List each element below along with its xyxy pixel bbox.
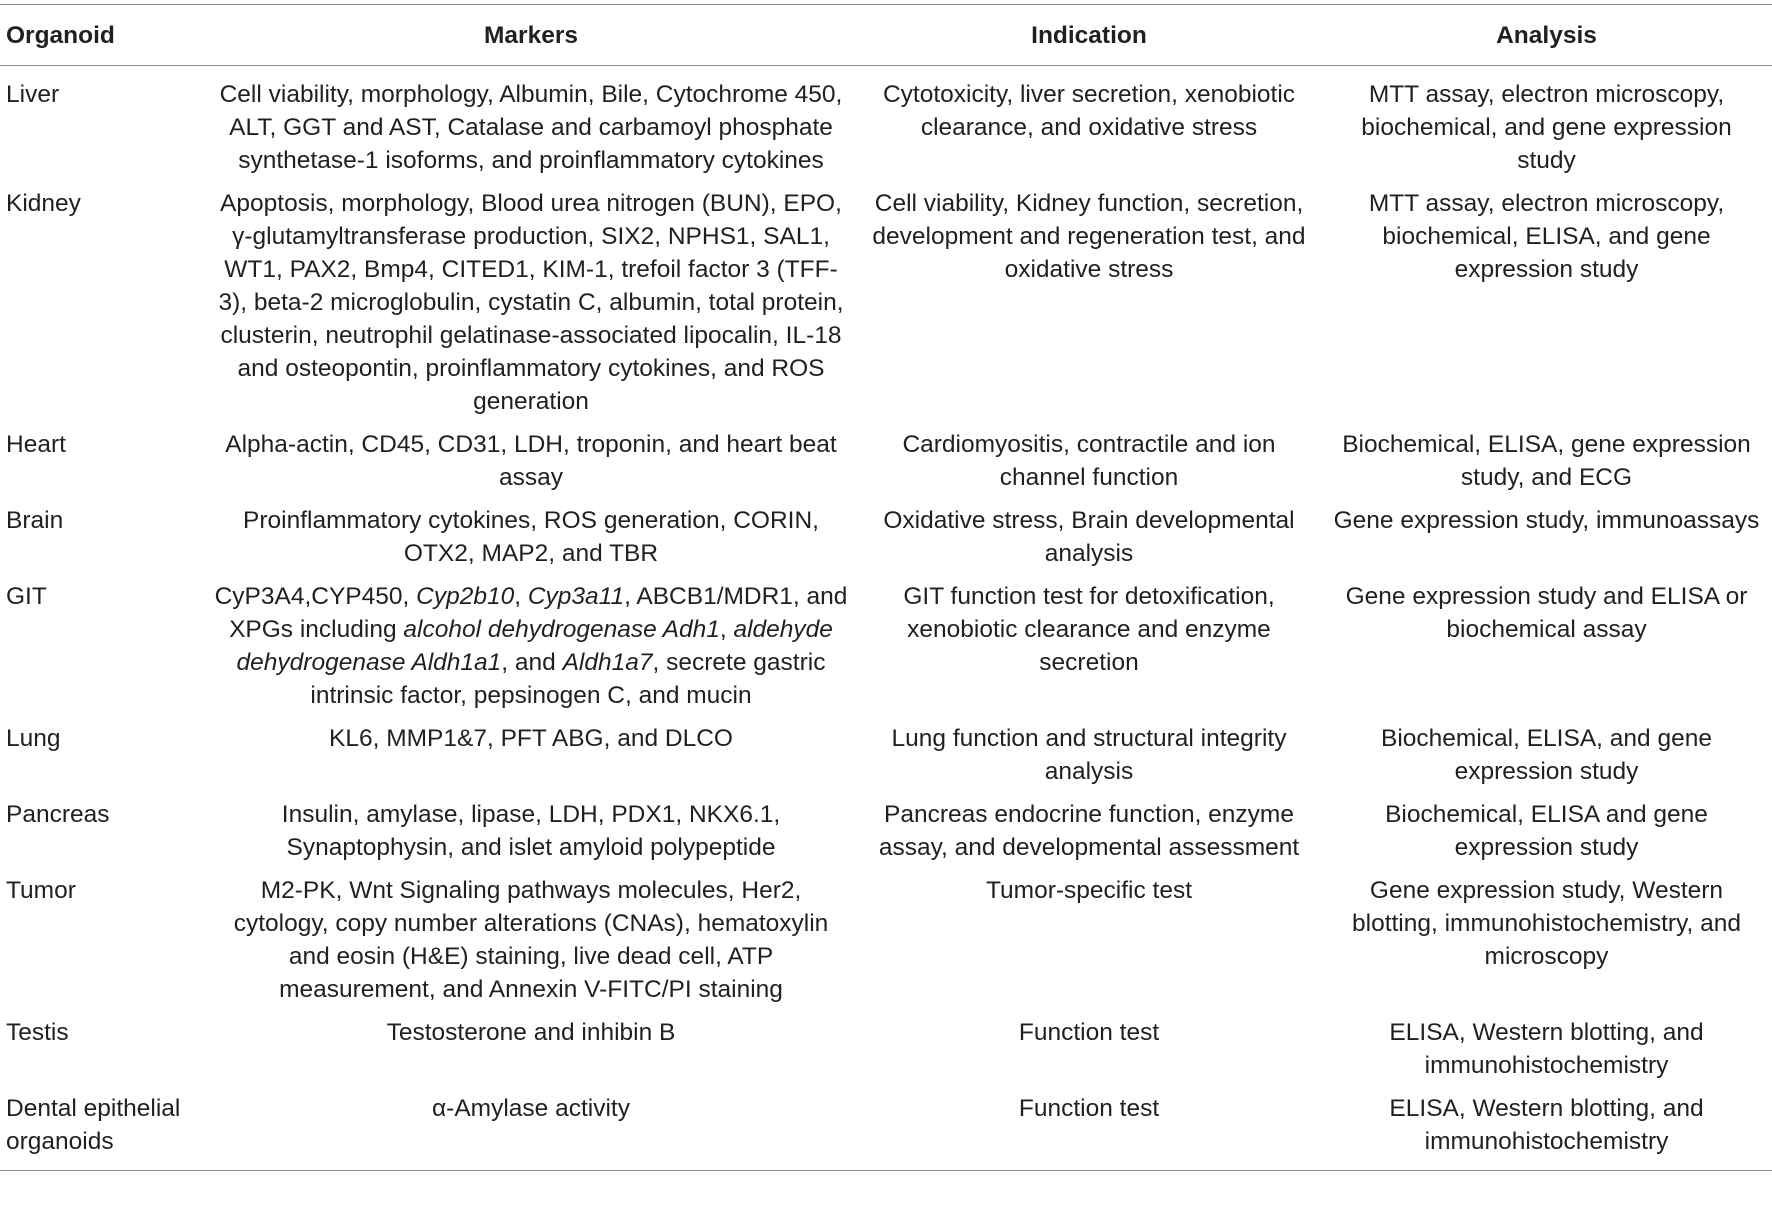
- cell-markers: [205, 870, 857, 1012]
- cell-markers: [205, 1088, 857, 1171]
- table-row: [0, 66, 1772, 184]
- table-row: [0, 794, 1772, 870]
- cell-analysis: Biochemical, ELISA, gene expression study, and ECG: [1342, 431, 1751, 491]
- marker-text: ,: [514, 583, 528, 610]
- marker-text: Proinflammatory cytokines, ROS generation, CORIN, OTX2, MAP2, and TBR: [243, 507, 819, 567]
- cell-indication: GIT function test for detoxification, xenobiotic clearance and enzyme secretion: [903, 583, 1275, 676]
- cell-indication: Function test: [1018, 1019, 1160, 1046]
- organoid-table-container: [0, 4, 1772, 1171]
- cell-analysis: ELISA, Western blotting, and immunohistochemistry: [1389, 1019, 1704, 1079]
- marker-text: , ABCB1/MDR1, and XPGs including: [229, 583, 848, 643]
- table-row: [0, 1012, 1772, 1088]
- cell-analysis: Gene expression study, immunoassays: [1333, 507, 1760, 534]
- cell-analysis: Gene expression study, Western blotting, immunohistochemistry, and microscopy: [1352, 877, 1741, 970]
- cell-indication: Pancreas endocrine function, enzyme assay, and developmental assessment: [878, 801, 1300, 861]
- marker-text: KL6, MMP1&7, PFT ABG, and DLCO: [329, 725, 733, 752]
- cell-markers: [205, 66, 857, 184]
- organoid-markers-table: [0, 4, 1772, 1171]
- cell-markers: [205, 576, 857, 718]
- header-indication: Indication: [1031, 21, 1147, 49]
- marker-text: Alpha-actin, CD45, CD31, LDH, troponin, and heart beat assay: [225, 431, 837, 491]
- cell-organoid: Kidney: [6, 190, 81, 217]
- cell-indication: Oxidative stress, Brain developmental analysis: [883, 507, 1295, 567]
- cell-organoid: Heart: [6, 431, 66, 458]
- table-row: [0, 500, 1772, 576]
- cell-markers: [205, 1012, 857, 1088]
- header-analysis: Analysis: [1496, 21, 1597, 49]
- marker-text: α-Amylase activity: [432, 1095, 630, 1122]
- header-organoid: Organoid: [6, 21, 115, 49]
- cell-indication: Cytotoxicity, liver secretion, xenobiotic clearance, and oxidative stress: [882, 81, 1296, 141]
- table-row: [0, 183, 1772, 424]
- cell-organoid: Testis: [6, 1019, 69, 1046]
- marker-gene-italic: alcohol dehydrogenase Adh1: [403, 616, 720, 643]
- cell-markers: [205, 183, 857, 424]
- table-row: [0, 576, 1772, 718]
- marker-text: Cell viability, morphology, Albumin, Bile, Cytochrome 450, ALT, GGT and AST, Catalase and carbamoyl phosphate synthetase-1 isoforms, and proinflammatory cytokines: [219, 81, 843, 174]
- marker-text: Insulin, amylase, lipase, LDH, PDX1, NKX6.1, Synaptophysin, and islet amyloid polypeptide: [281, 801, 781, 861]
- cell-analysis: Biochemical, ELISA, and gene expression study: [1381, 725, 1712, 785]
- cell-markers: [205, 424, 857, 500]
- marker-text: ,: [719, 616, 734, 643]
- table-row: [0, 718, 1772, 794]
- cell-analysis: ELISA, Western blotting, and immunohistochemistry: [1389, 1095, 1704, 1155]
- cell-organoid: GIT: [6, 583, 47, 610]
- marker-text: CyP3A4,CYP450,: [214, 583, 417, 610]
- marker-text: Apoptosis, morphology, Blood urea nitrogen (BUN), EPO, γ-glutamyltransferase production, SIX2, NPHS1, SAL1, WT1, PAX2, Bmp4, CITED1, KIM-1, trefoil factor 3 (TFF-3), beta-2 microglobulin, cystatin C, albumin, total protein, clusterin, neutrophil gelatinase-associated lipocalin, IL-18 and osteopontin, proinflammatory cytokines, and ROS generation: [218, 190, 844, 415]
- table-body: [0, 66, 1772, 1171]
- marker-gene-italic: Cyp3a11: [527, 583, 625, 610]
- table-row: [0, 424, 1772, 500]
- cell-indication: Cell viability, Kidney function, secretion, development and regeneration test, and oxidative stress: [872, 190, 1306, 283]
- cell-organoid: Lung: [6, 725, 61, 752]
- cell-organoid: Tumor: [6, 877, 76, 904]
- cell-analysis: MTT assay, electron microscopy, biochemical, and gene expression study: [1361, 81, 1732, 174]
- cell-markers: [205, 718, 857, 794]
- table-row: [0, 870, 1772, 1012]
- marker-text: , secrete gastric intrinsic factor, pepsinogen C, and mucin: [310, 649, 826, 709]
- marker-text: Testosterone and inhibin B: [386, 1019, 676, 1046]
- cell-markers: [205, 500, 857, 576]
- marker-gene-italic: Cyp2b10: [416, 583, 515, 610]
- marker-text: , and: [501, 649, 563, 676]
- cell-markers: [205, 794, 857, 870]
- cell-analysis: Gene expression study and ELISA or biochemical assay: [1345, 583, 1748, 643]
- cell-organoid: Liver: [6, 81, 60, 108]
- cell-organoid: Brain: [6, 507, 64, 534]
- marker-text: M2-PK, Wnt Signaling pathways molecules, Her2, cytology, copy number alterations (CNAs), hematoxylin and eosin (H&E) staining, live dead cell, ATP measurement, and Annexin V-FITC/PI staining: [233, 877, 829, 1003]
- marker-gene-italic: Aldh1a7: [562, 649, 653, 676]
- marker-gene-italic: aldehyde dehydrogenase Aldh1a1: [236, 616, 833, 676]
- cell-indication: Cardiomyositis, contractile and ion channel function: [902, 431, 1276, 491]
- cell-organoid: Pancreas: [6, 801, 110, 828]
- cell-organoid: Dental epithelial organoids: [6, 1095, 181, 1155]
- cell-indication: Tumor-specific test: [985, 877, 1193, 904]
- cell-analysis: Biochemical, ELISA and gene expression study: [1385, 801, 1708, 861]
- cell-analysis: MTT assay, electron microscopy, biochemical, ELISA, and gene expression study: [1368, 190, 1725, 283]
- header-row: [0, 5, 1772, 66]
- table-header: [0, 5, 1772, 66]
- cell-indication: Lung function and structural integrity analysis: [891, 725, 1287, 785]
- table-row: [0, 1088, 1772, 1171]
- cell-indication: Function test: [1018, 1095, 1160, 1122]
- header-markers: Markers: [484, 21, 578, 49]
